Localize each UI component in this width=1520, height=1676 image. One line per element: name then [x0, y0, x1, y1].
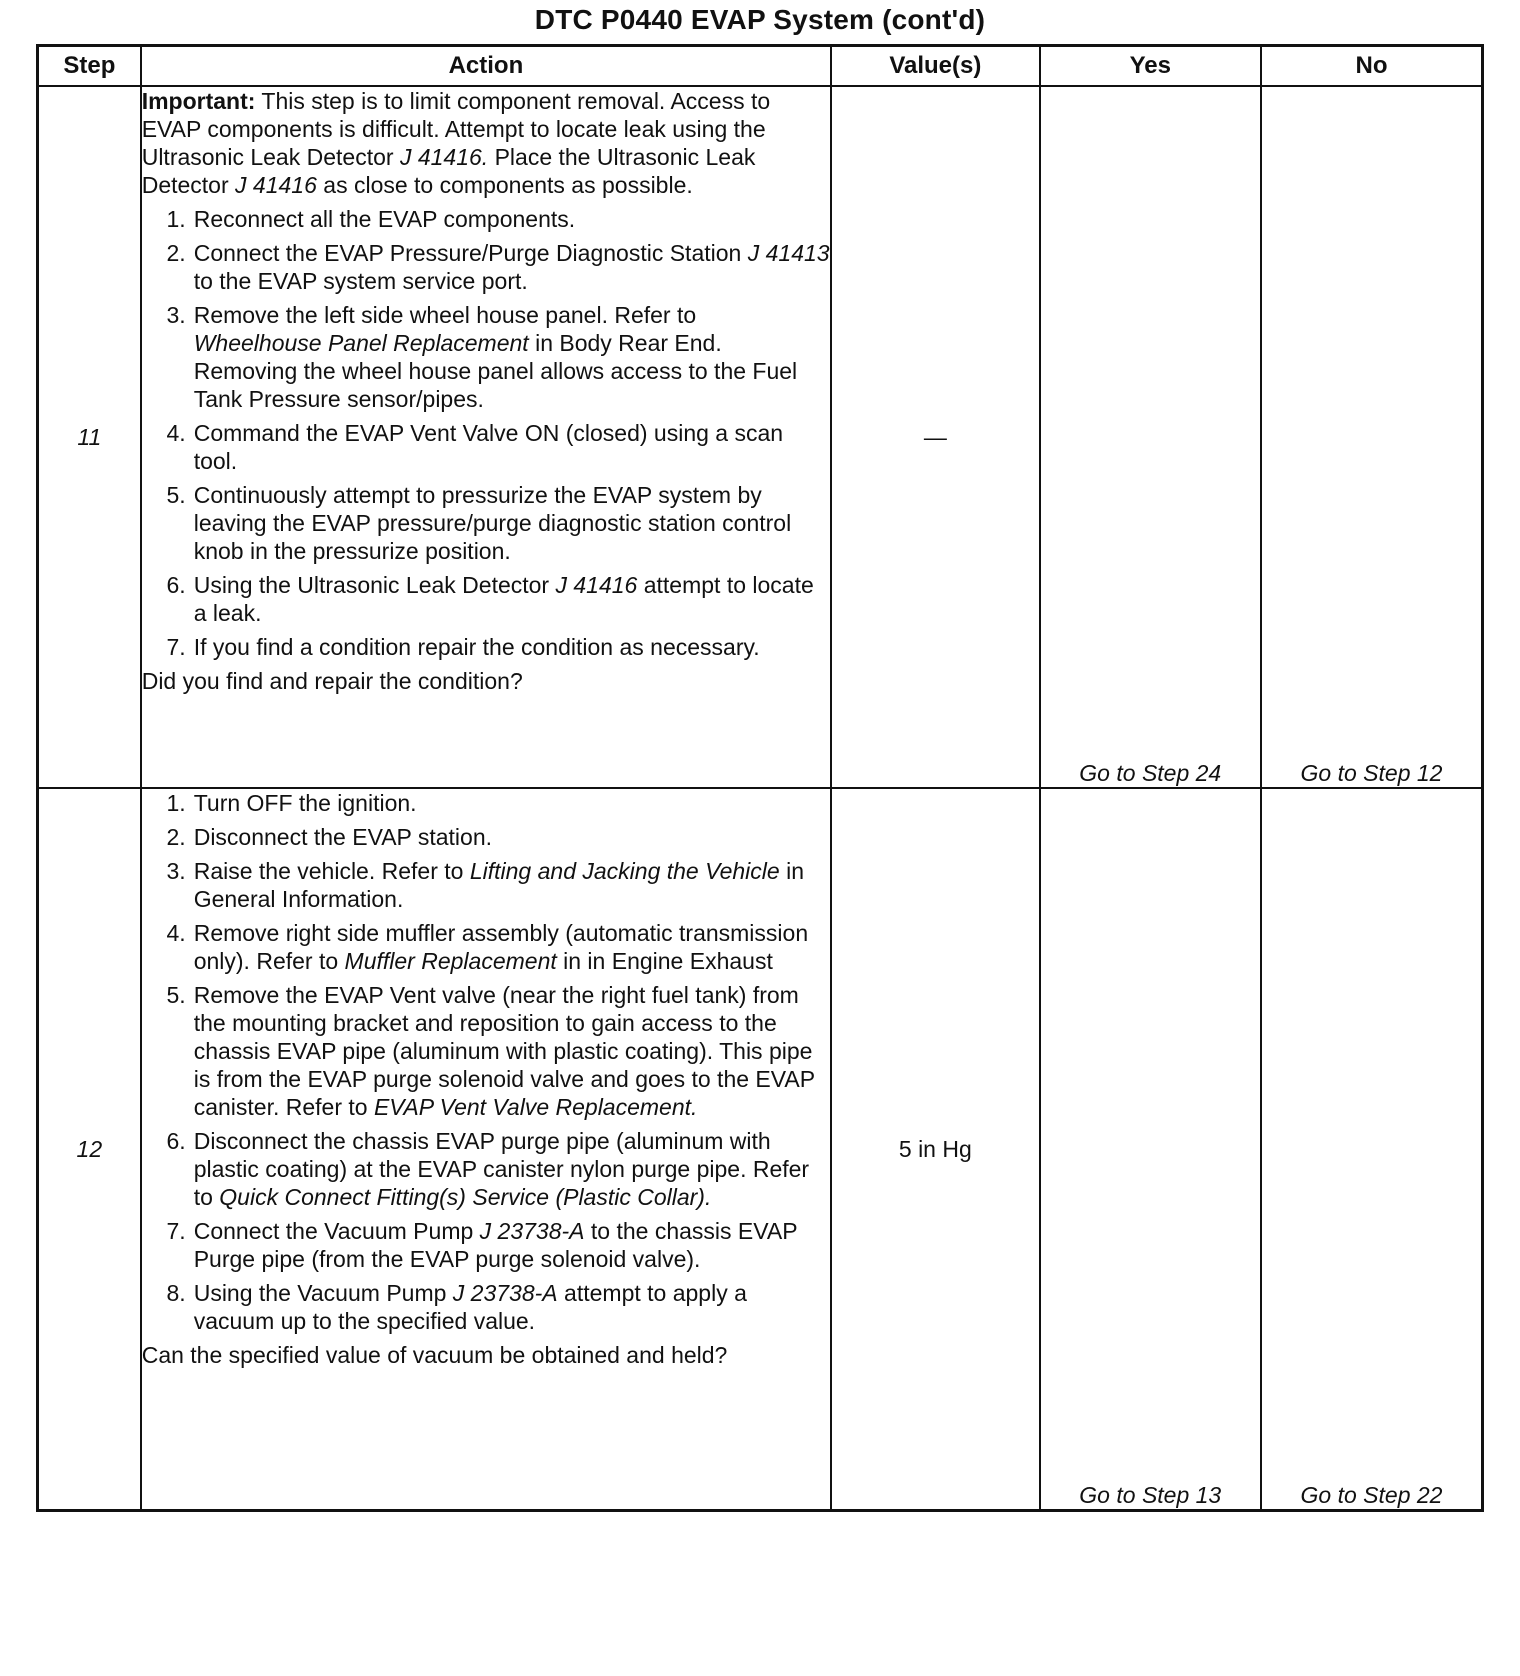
- action-cell: [141, 788, 831, 1510]
- header-row: [38, 46, 1483, 87]
- item-text: Using the Vacuum Pump J 23738-A attempt to apply a vacuum up to the specified value.: [193, 1280, 747, 1334]
- item-number: 6.: [166, 1128, 186, 1154]
- item-text: Disconnect the chassis EVAP purge pipe (aluminum with plastic coating) at the EVAP canister nylon purge pipe. Refer to Quick Connect Fitting(s) Service (Plastic Collar).: [193, 1128, 810, 1210]
- list-item: [142, 481, 830, 565]
- question-text: Can the specified value of vacuum be obtained and held?: [141, 1342, 728, 1368]
- item-text: Remove the EVAP Vent valve (near the right fuel tank) from the mounting bracket and reposition to gain access to the chassis EVAP pipe (aluminum with plastic coating). This pipe is from the EVAP purge solenoid valve and goes to the EVAP canister. Refer to EVAP Vent Valve Replacement.: [193, 982, 815, 1120]
- step-number: 11: [38, 86, 141, 788]
- item-text: Command the EVAP Vent Valve ON (closed) using a scan tool.: [193, 420, 784, 474]
- procedure-list: [142, 789, 830, 1335]
- item-number: 7.: [166, 1218, 186, 1244]
- note-text: This step is to limit component removal. Access to EVAP components is difficult. Attempt to locate leak using the Ultrasonic Leak Detector: [141, 88, 771, 170]
- list-item: [142, 1127, 830, 1211]
- item-number: 4.: [166, 920, 186, 946]
- item-text: Remove the left side wheel house panel. Refer to Wheelhouse Panel Replacement in Body Rear End. Removing the wheel house panel allows access to the Fuel Tank Pressure sensor/pipes.: [193, 302, 798, 412]
- item-text: Reconnect all the EVAP components.: [193, 206, 576, 232]
- header-yes: Yes: [1040, 46, 1261, 87]
- item-number: 2.: [166, 240, 186, 266]
- item-number: 1.: [166, 790, 186, 816]
- item-text: Turn OFF the ignition.: [193, 790, 417, 816]
- important-note: [142, 87, 830, 199]
- step-number: 12: [38, 788, 141, 1510]
- procedure-list: [142, 205, 830, 661]
- item-number: 8.: [166, 1280, 186, 1306]
- list-item: [142, 857, 830, 913]
- table-row-step-12: [38, 788, 1483, 1510]
- list-item: [142, 919, 830, 975]
- item-number: 6.: [166, 572, 186, 598]
- item-number: 2.: [166, 824, 186, 850]
- item-number: 3.: [166, 302, 186, 328]
- yes-link[interactable]: Go to Step 13: [1040, 788, 1261, 1510]
- item-number: 7.: [166, 634, 186, 660]
- item-text: Disconnect the EVAP station.: [193, 824, 493, 850]
- no-link[interactable]: Go to Step 12: [1261, 86, 1483, 788]
- note-text: as close to components as possible.: [316, 172, 693, 198]
- list-item: [142, 205, 830, 233]
- list-item: [142, 823, 830, 851]
- item-number: 1.: [166, 206, 186, 232]
- item-text: If you find a condition repair the condition as necessary.: [193, 634, 760, 660]
- list-item: [142, 981, 830, 1121]
- item-text: Raise the vehicle. Refer to Lifting and Jacking the Vehicle in General Information.: [193, 858, 804, 912]
- list-item: [142, 419, 830, 475]
- no-link[interactable]: Go to Step 22: [1261, 788, 1483, 1510]
- note-text: Place the Ultrasonic Leak Detector: [141, 144, 756, 198]
- yes-link[interactable]: Go to Step 24: [1040, 86, 1261, 788]
- list-item: [142, 789, 830, 817]
- list-item: [142, 239, 830, 295]
- item-number: 3.: [166, 858, 186, 884]
- item-text: Remove right side muffler assembly (automatic transmission only). Refer to Muffler Replacement in in Engine Exhaust: [193, 920, 809, 974]
- page-title: DTC P0440 EVAP System (cont'd): [534, 4, 986, 35]
- item-text: Continuously attempt to pressurize the EVAP system by leaving the EVAP pressure/purge diagnostic station control knob in the pressurize position.: [193, 482, 792, 564]
- list-item: [142, 633, 830, 661]
- list-item: [142, 1279, 830, 1335]
- value-cell: 5 in Hg: [831, 788, 1039, 1510]
- item-text: Using the Ultrasonic Leak Detector J 41416 attempt to locate a leak.: [193, 572, 814, 626]
- value-cell: —: [831, 86, 1039, 788]
- list-item: [142, 571, 830, 627]
- diagnostic-table: [36, 44, 1484, 1512]
- table-row-step-11: [38, 86, 1483, 788]
- item-number: 4.: [166, 420, 186, 446]
- action-cell: [141, 86, 831, 788]
- item-number: 5.: [166, 982, 186, 1008]
- header-action: Action: [141, 46, 831, 87]
- header-no: No: [1261, 46, 1483, 87]
- header-values: Value(s): [831, 46, 1039, 87]
- important-label: Important:: [141, 88, 256, 114]
- item-text: Connect the Vacuum Pump J 23738-A to the chassis EVAP Purge pipe (from the EVAP purge solenoid valve).: [193, 1218, 798, 1272]
- list-item: [142, 1217, 830, 1273]
- header-step: Step: [38, 46, 141, 87]
- tool-ref: J 41416.: [399, 144, 489, 170]
- list-item: [142, 301, 830, 413]
- tool-ref: J 41416: [235, 172, 317, 198]
- item-text: Connect the EVAP Pressure/Purge Diagnostic Station J 41413 to the EVAP system service port.: [193, 240, 830, 294]
- item-number: 5.: [166, 482, 186, 508]
- question-text: Did you find and repair the condition?: [141, 668, 523, 694]
